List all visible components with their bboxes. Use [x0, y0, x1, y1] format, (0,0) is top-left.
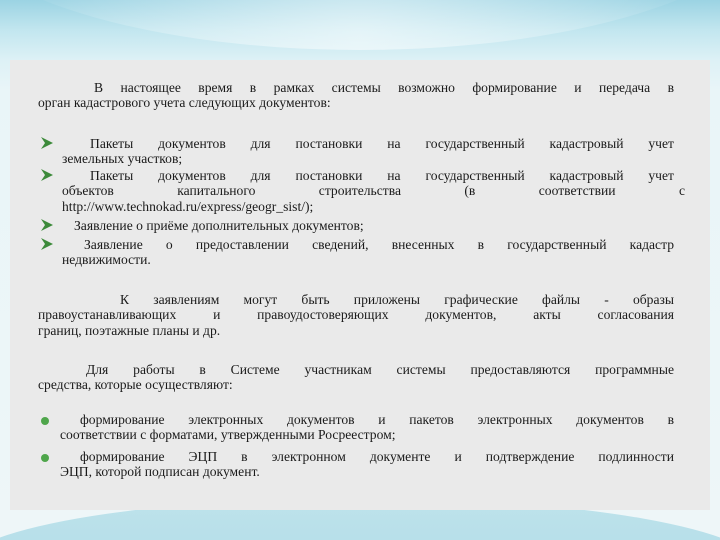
arrow-item-line: недвижимости.	[62, 252, 151, 268]
tools-intro-line-2: средства, которые осуществляют:	[38, 377, 233, 393]
intro-paragraph	[38, 80, 674, 111]
dot-bullet-icon	[41, 417, 49, 425]
arrow-item-line: http://www.technokad.ru/express/geogr_sist/);	[62, 198, 314, 214]
arrow-item-line: объектов капитального строительства (в соответствии с	[62, 183, 685, 199]
arrow-item-line: Заявление о приёме дополнительных документов;	[74, 218, 364, 233]
intro-line-1: В настоящее время в рамках системы возможно формирование и передача в	[94, 80, 674, 95]
arrow-item-line: Пакеты документов для постановки на государственный кадастровый учет	[90, 168, 674, 183]
tools-intro-paragraph	[38, 362, 674, 393]
tools-intro-line-1: Для работы в Системе участникам системы предоставляются программные	[86, 362, 674, 377]
arrow-bullet-icon	[40, 168, 54, 182]
dot-list-item	[60, 412, 674, 443]
arrow-bullet-icon	[40, 218, 54, 232]
attachments-line-3: границ, поэтажные планы и др.	[38, 322, 221, 338]
intro-line-2: орган кадастрового учета следующих документов:	[38, 95, 331, 111]
arrow-list-item	[62, 218, 674, 233]
arrow-item-line: земельных участков;	[62, 151, 183, 167]
dot-item-line: ЭЦП, которой подписан документ.	[60, 464, 260, 480]
attachments-line-2: правоустанавливающих и правоудостоверяющих документов, акты согласования	[38, 307, 674, 323]
dot-list-item	[60, 449, 674, 480]
attachments-paragraph	[38, 292, 674, 338]
dot-item-line: формирование электронных документов и пакетов электронных документов в	[80, 412, 674, 427]
arrow-item-line: Заявление о предоставлении сведений, внесенных в государственный кадастр	[84, 237, 674, 252]
arrow-item-line: Пакеты документов для постановки на государственный кадастровый учет	[90, 136, 674, 151]
arrow-bullet-icon	[40, 237, 54, 251]
attachments-line-1: К заявлениям могут быть приложены графические файлы - образы	[120, 292, 674, 307]
dot-bullet-icon	[41, 454, 49, 462]
dot-item-line: соответствии с форматами, утвержденными Росреестром;	[60, 427, 396, 443]
arrow-list-item	[62, 136, 674, 167]
arrow-list-item	[62, 168, 685, 214]
arrow-list-item	[62, 237, 674, 268]
arrow-bullet-icon	[40, 136, 54, 150]
dot-item-line: формирование ЭЦП в электронном документе и подтверждение подлинности	[80, 449, 674, 464]
